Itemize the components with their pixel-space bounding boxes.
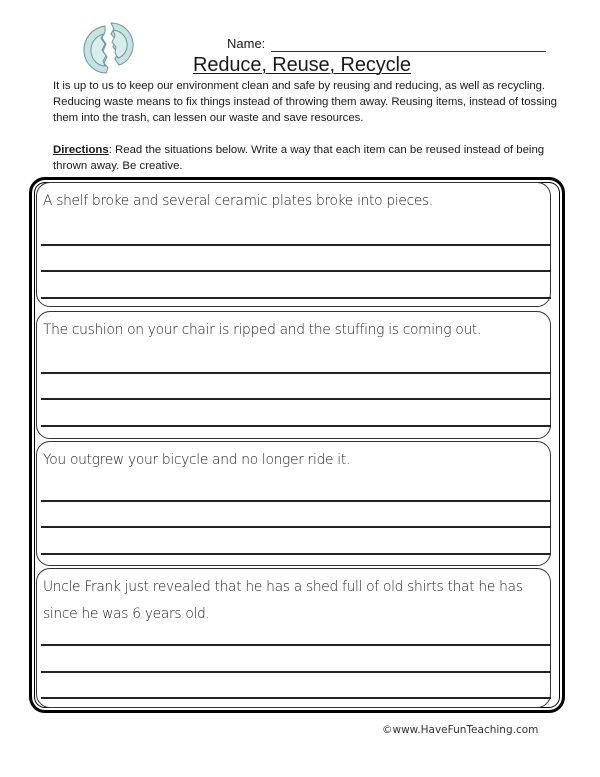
name-blank-line[interactable] — [271, 38, 546, 52]
answer-line[interactable] — [41, 697, 551, 699]
answer-line[interactable] — [41, 372, 551, 374]
answer-line[interactable] — [41, 398, 551, 400]
situation-prompt: The cushion on your chair is ripped and the stuffing is coming out. — [43, 322, 482, 338]
situation-prompt: You outgrew your bicycle and no longer ride it. — [43, 452, 351, 468]
situation-prompt: Uncle Frank just revealed that he has a shed full of old shirts that he has since he was 6 years old. — [43, 579, 523, 622]
answer-line[interactable] — [41, 526, 551, 528]
situation-box — [36, 568, 551, 708]
directions-label: Directions — [53, 144, 109, 156]
name-field[interactable] — [227, 36, 546, 52]
answer-line[interactable] — [41, 671, 551, 673]
situation-box — [36, 311, 551, 439]
intro-paragraph — [53, 78, 573, 126]
intro-text: It is up to us to keep our environment clean and safe by reusing and reducing, as well as recycling. Reducing waste means to fix things instead of throwing them away. Reusing items, instead of tossing them into the trash, can lessen our waste and save resources. — [53, 80, 557, 124]
answer-line[interactable] — [41, 244, 551, 246]
directions-colon: : — [108, 144, 112, 156]
situation-box — [36, 182, 551, 307]
situation-prompt: A shelf broke and several ceramic plates broke into pieces. — [43, 193, 434, 209]
answer-line[interactable] — [41, 270, 551, 272]
name-label: Name: — [227, 36, 266, 51]
directions-paragraph — [53, 142, 573, 174]
situation-box — [36, 441, 551, 566]
answer-line[interactable] — [41, 297, 551, 299]
broken-plate-icon — [78, 20, 138, 78]
answer-line[interactable] — [41, 425, 551, 427]
answer-line[interactable] — [41, 500, 551, 502]
page-title: Reduce, Reuse, Recycle — [193, 54, 411, 76]
answer-line[interactable] — [41, 553, 551, 555]
answer-line[interactable] — [41, 644, 551, 646]
directions-text: Read the situations below. Write a way that each item can be reused instead of being thrown away. Be creative. — [53, 144, 545, 172]
copyright-footer: ©www.HaveFunTeaching.com — [382, 724, 539, 736]
